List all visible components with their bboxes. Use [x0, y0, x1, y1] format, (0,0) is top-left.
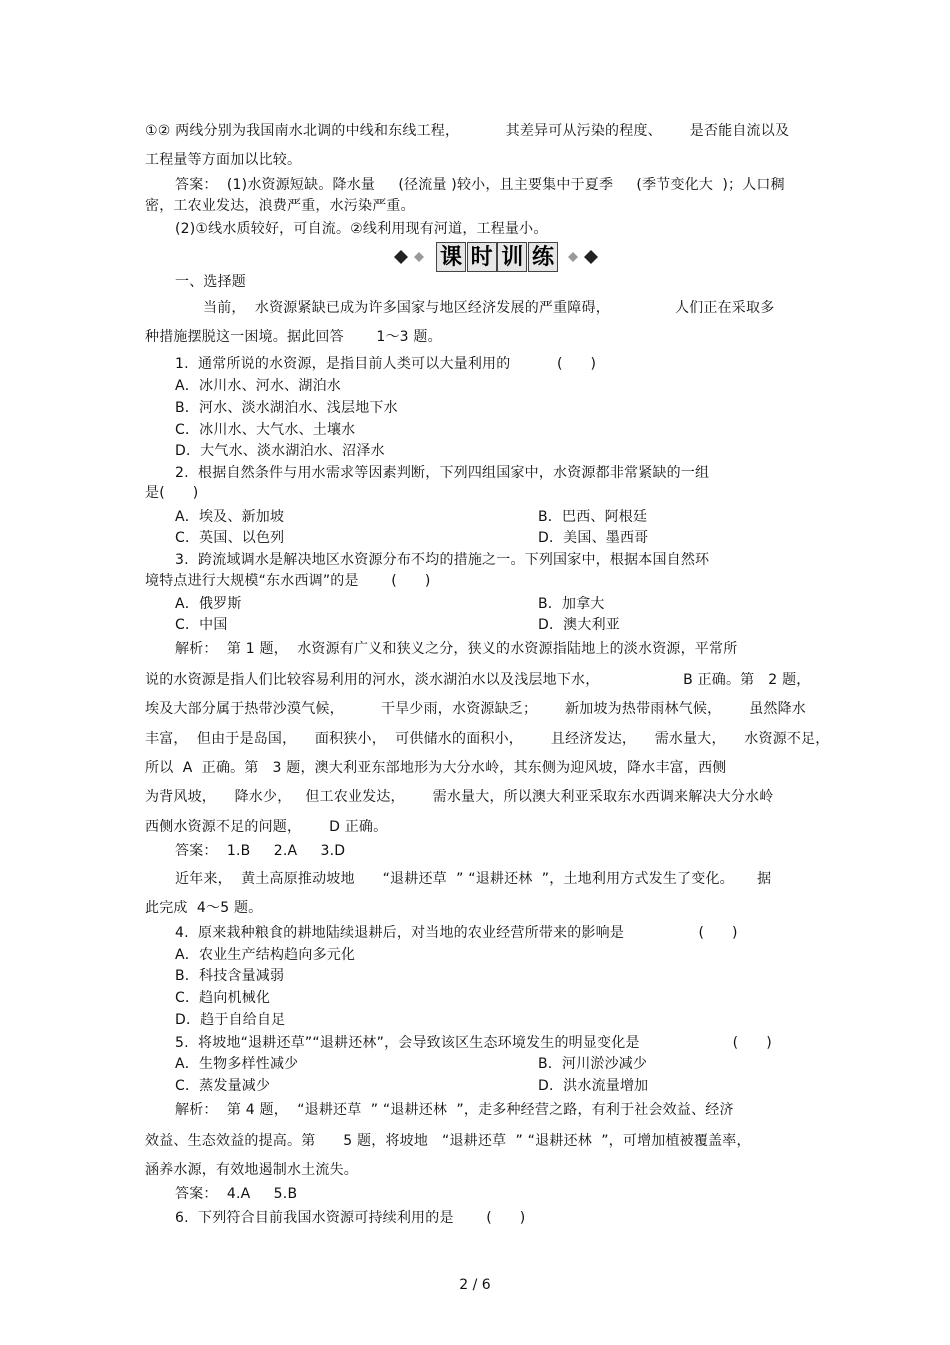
section-banner [392, 240, 602, 274]
option: D．美国、墨西哥 [538, 530, 649, 546]
option: A．埃及、新加坡 [175, 509, 285, 525]
option: D．趋于自给自足 [175, 1012, 286, 1028]
option: A．生物多样性减少 [175, 1056, 299, 1072]
text-line: 工程量等方面加以比较。 [145, 152, 302, 168]
option: B．河川淤沙减少 [538, 1056, 648, 1072]
text-line: 解析： 第 4 题， “退耕还草 ” “退耕还林 ”，走多种经营之路，有利于社会效益、经济 [175, 1102, 734, 1118]
banner-char: 训 [497, 242, 527, 272]
banner-title [436, 242, 558, 272]
text-line: 当前， 水资源紧缺已成为许多国家与地区经济发展的严重障碍， 人们正在采取多 [203, 300, 775, 316]
option: D．洪水流量增加 [538, 1078, 649, 1094]
banner-char: 时 [467, 242, 497, 272]
option: D．大气水、淡水湖泊水、沼泽水 [175, 443, 385, 459]
text-line: 解析： 第 1 题， 水资源有广义和狭义之分，狭义的水资源指陆地上的淡水资源，平常所 [175, 641, 738, 657]
text-line: 密，工农业发达，浪费严重，水污染严重。 [145, 198, 415, 214]
option: B．河水、淡水湖泊水、浅层地下水 [175, 400, 398, 416]
text-line: 为背风坡， 降水少， 但工农业发达， 需水量大，所以澳大利亚采取东水西调来解决大分水岭 [145, 789, 774, 805]
diamond-icon [394, 250, 408, 264]
option: D．澳大利亚 [538, 617, 620, 633]
text-line: 西侧水资源不足的问题， D 正确。 [145, 819, 388, 835]
text-line: (2)①线水质较好，可自流。②线利用现有河道，工程量小。 [175, 221, 548, 237]
text-line: 种措施摆脱这一困境。据此回答 1～3 题。 [145, 329, 442, 345]
diamond-icon [568, 252, 578, 262]
option: C．英国、以色列 [175, 530, 285, 546]
text-line: ①② 两线分别为我国南水北调的中线和东线工程， 其差异可从污染的程度、 是否能自流以及 [145, 123, 790, 139]
text-line: 效益、生态效益的提高。第 5 题，将坡地 “退耕还草 ” “退耕还林 ”，可增加植被覆盖率， [145, 1133, 751, 1149]
answer-line: 答案： 4.A 5.B [175, 1186, 298, 1202]
question: 4. 原来栽种粮食的耕地陆续退耕后，对当地的农业经营所带来的影响是 ( ) [175, 925, 738, 941]
option: B．巴西、阿根廷 [538, 509, 648, 525]
text-line: 所以 A 正确。第 3 题，澳大利亚东部地形为大分水岭，其东侧为迎风坡，降水丰富，西侧 [145, 760, 727, 776]
text-line: 说的水资源是指人们比较容易利用的河水，淡水湖泊水以及浅层地下水， B 正确。第 2 题， [145, 672, 811, 688]
text-line: 答案： (1)水资源短缺。降水量 (径流量 )较小，且主要集中于夏季 (季节变化大 )；人口稠 [175, 177, 785, 193]
option: B．加拿大 [538, 596, 605, 612]
option: B．科技含量减弱 [175, 968, 285, 984]
question: 5. 将坡地“退耕还草”“退耕还林”，会导致该区生态环境发生的明显变化是 ( ) [175, 1035, 772, 1051]
text-line: 丰富， 但由于是岛国， 面积狭小， 可供储水的面积小， 且经济发达， 需水量大， 水资源不足， [145, 731, 830, 747]
text-line: 埃及大部分属于热带沙漠气候， 干旱少雨，水资源缺乏； 新加坡为热带雨林气候， 虽然降水 [145, 701, 807, 717]
banner-char: 课 [436, 242, 466, 272]
text-line: 境特点进行大规模“东水西调”的是 ( ) [145, 573, 431, 589]
section-heading: 一、选择题 [175, 274, 246, 290]
option: C．中国 [175, 617, 228, 633]
diamond-icon [414, 252, 424, 262]
option: A．俄罗斯 [175, 596, 242, 612]
question: 3. 跨流域调水是解决地区水资源分布不均的措施之一。下列国家中，根据本国自然环 [175, 552, 710, 568]
text-line: 近年来， 黄土高原推动坡地 “退耕还草 ” “退耕还林 ”，土地利用方式发生了变化。 据 [175, 871, 772, 887]
option: A．冰川水、河水、湖泊水 [175, 378, 341, 394]
option: C．趋向机械化 [175, 990, 271, 1006]
banner-char: 练 [528, 242, 558, 272]
text-line: 涵养水源，有效地遏制水土流失。 [145, 1162, 358, 1178]
page-number: 2 / 6 [459, 1277, 491, 1293]
answer-line: 答案： 1.B 2.A 3.D [175, 843, 346, 859]
text-line: 是( ) [145, 485, 199, 501]
question: 6. 下列符合目前我国水资源可持续利用的是 ( ) [175, 1210, 526, 1226]
option: C．冰川水、大气水、土壤水 [175, 422, 356, 438]
text-line: 此完成 4～5 题。 [145, 900, 263, 916]
option: C．蒸发量减少 [175, 1078, 271, 1094]
option: A．农业生产结构趋向多元化 [175, 947, 356, 963]
question: 1. 通常所说的水资源，是指目前人类可以大量利用的 ( ) [175, 356, 597, 372]
diamond-icon [584, 250, 598, 264]
question: 2. 根据自然条件与用水需求等因素判断，下列四组国家中，水资源都非常紧缺的一组 [175, 465, 710, 481]
